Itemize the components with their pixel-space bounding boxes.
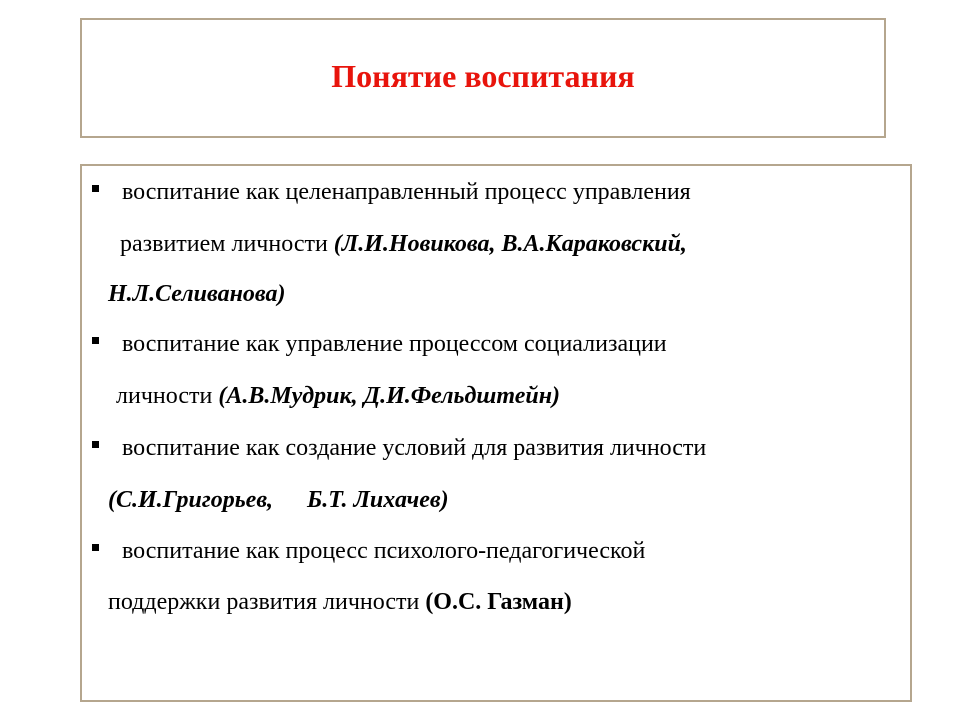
item-1-line-3 xyxy=(108,280,285,308)
title-box xyxy=(80,18,886,138)
item-2-text-2: личности xyxy=(116,383,219,409)
bullet-marker-4 xyxy=(92,544,99,551)
item-1-authors-2: Н.Л.Селиванова) xyxy=(108,281,286,307)
item-2-text-1: воспитание как управление процессом социализации xyxy=(122,331,667,357)
item-1-authors-1: (Л.И.Новикова, В.А.Караковский, xyxy=(333,231,687,257)
item-1-text-1: воспитание как целенаправленный процесс управления xyxy=(122,179,691,205)
item-3-authors-b: Б.Т. Лихачев) xyxy=(307,487,449,513)
bullet-marker-1 xyxy=(92,185,99,192)
content-box xyxy=(80,164,912,702)
item-4-line-2 xyxy=(108,588,572,616)
item-1-text-2: развитием личности xyxy=(120,231,334,257)
item-2-authors: (А.В.Мудрик, Д.И.Фельдштейн) xyxy=(218,383,561,409)
item-2-line-1 xyxy=(122,330,667,358)
item-4-authors: (О.С. Газман) xyxy=(425,589,572,615)
item-3-line-2 xyxy=(108,486,449,514)
item-3-text-1: воспитание как создание условий для развития личности xyxy=(122,435,707,461)
slide-title: Понятие воспитания xyxy=(331,57,635,94)
item-4-line-1 xyxy=(122,537,645,565)
item-3-line-1 xyxy=(122,434,706,462)
item-2-line-2 xyxy=(116,382,560,410)
item-1-line-1 xyxy=(122,178,691,206)
item-1-line-2 xyxy=(120,230,687,258)
item-3-authors-a: (С.И.Григорьев, xyxy=(108,487,274,513)
bullet-marker-3 xyxy=(92,441,99,448)
item-4-text-2: поддержки развития личности xyxy=(108,589,426,615)
bullet-marker-2 xyxy=(92,337,99,344)
item-4-text-1: воспитание как процесс психолого-педагогической xyxy=(122,538,646,564)
